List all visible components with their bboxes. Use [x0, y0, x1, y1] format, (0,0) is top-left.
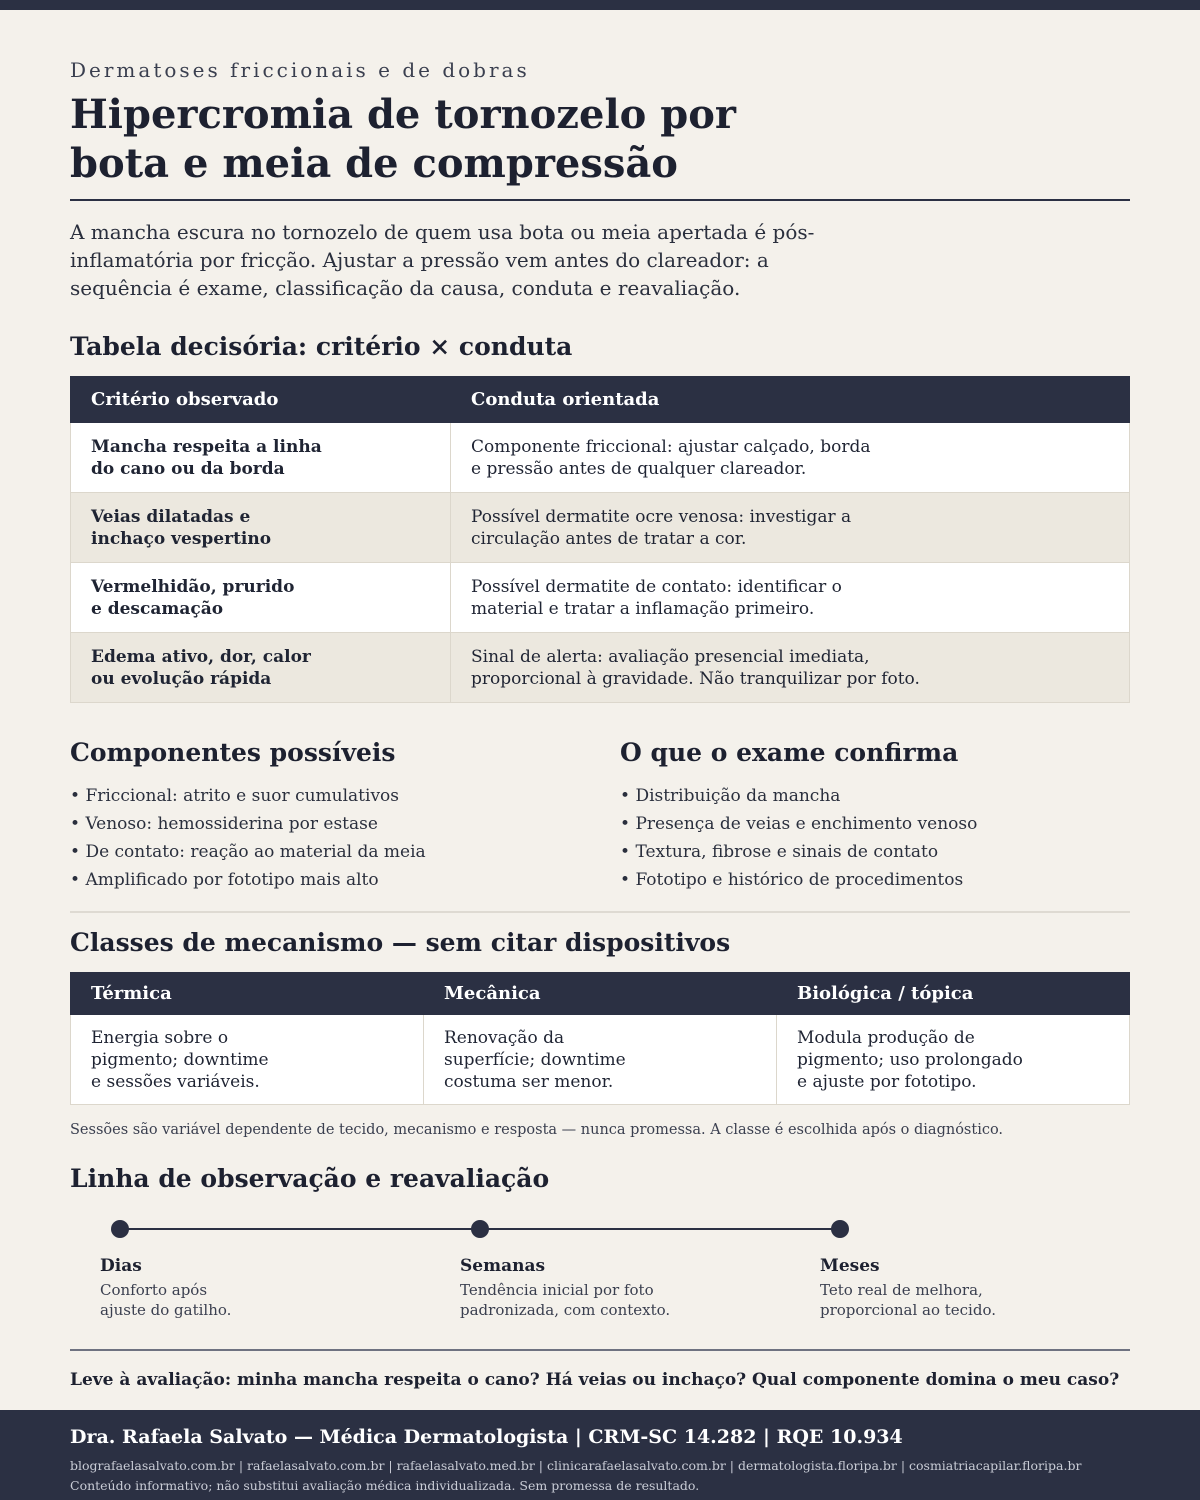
column-header-mechanical: Mecânica [424, 973, 777, 1015]
doctor-credentials: Dra. Rafaela Salvato — Médica Dermatologista | CRM-SC 14.282 | RQE 10.934 [70, 1426, 903, 1448]
action-cell [451, 563, 1130, 633]
mechanism-cell [777, 1015, 1130, 1105]
top-accent-bar [0, 0, 1200, 10]
action-text: Sinal de alerta: avaliação presencial imediata, proporcional à gravidade. Não tranquilizar por foto. [471, 646, 920, 689]
page-title: Hipercromia de tornozelo por bota e meia de compressão [70, 91, 736, 187]
category-eyebrow: Dermatoses friccionais e de dobras [70, 58, 530, 82]
criterion-cell [71, 423, 451, 493]
mechanism-cell [71, 1015, 424, 1105]
mechanism-text: Energia sobre o pigmento; downtime e sessões variáveis. [91, 1027, 269, 1092]
evaluation-prompt: Leve à avaliação: minha mancha respeita o cano? Há veias ou inchaço? Qual componente domina o meu caso? [70, 1370, 1120, 1390]
criterion-cell [71, 563, 451, 633]
mechanism-cell [424, 1015, 777, 1105]
action-text: Possível dermatite de contato: identificar o material e tratar a inflamação primeiro. [471, 576, 842, 619]
components-list [70, 782, 590, 894]
exam-list [620, 782, 1140, 894]
timeline-step [100, 1256, 380, 1320]
criterion-cell [71, 493, 451, 563]
list-item: • Amplificado por fototipo mais alto [70, 866, 590, 894]
section-divider [70, 911, 1130, 913]
timeline-dot [111, 1220, 129, 1238]
timeline-step-desc-text: Tendência inicial por foto padronizada, com contexto. [460, 1281, 671, 1319]
decision-table-heading: Tabela decisória: critério × conduta [70, 332, 573, 361]
timeline-step-title: Meses [820, 1256, 880, 1276]
decision-table [70, 376, 1130, 703]
mechanisms-heading: Classes de mecanismo — sem citar dispositivos [70, 928, 731, 957]
timeline-step [820, 1256, 1100, 1320]
title-divider [70, 199, 1130, 201]
list-item: • Distribuição da mancha [620, 782, 1140, 810]
list-item: • Fototipo e histórico de procedimentos [620, 866, 1140, 894]
criterion-text: Veias dilatadas e inchaço vespertino [91, 506, 272, 549]
timeline-heading: Linha de observação e reavaliação [70, 1164, 550, 1193]
exam-column [620, 738, 1140, 894]
timeline-step-desc-text: Conforto após ajuste do gatilho. [100, 1281, 232, 1319]
action-cell [451, 423, 1130, 493]
timeline-step-title: Dias [100, 1256, 142, 1276]
table-row [71, 633, 1130, 703]
intro-paragraph: A mancha escura no tornozelo de quem usa bota ou meia apertada é pós-inflamatória por fricção. Ajustar a pressão vem antes do clareador: a sequência é exame, classificação da causa, conduta e reavaliação. [70, 220, 815, 300]
criterion-text: Vermelhidão, prurido e descamação [91, 576, 295, 619]
list-item: • Friccional: atrito e suor cumulativos [70, 782, 590, 810]
criterion-cell [71, 633, 451, 703]
sessions-note: Sessões são variável dependente de tecido, mecanismo e resposta — nunca promessa. A classe é escolhida após o diagnóstico. [70, 1122, 1004, 1138]
action-text: Componente friccional: ajustar calçado, borda e pressão antes de qualquer clareador. [471, 436, 871, 479]
timeline-step-title: Semanas [460, 1256, 546, 1276]
components-column [70, 738, 590, 894]
exam-heading: O que o exame confirma [620, 738, 959, 767]
column-header-biological: Biológica / tópica [777, 973, 1130, 1015]
action-text: Possível dermatite ocre venosa: investigar a circulação antes de tratar a cor. [471, 506, 852, 549]
mechanism-text: Renovação da superfície; downtime costuma ser menor. [444, 1027, 626, 1092]
components-heading: Componentes possíveis [70, 738, 396, 767]
website-links: blografaelasalvato.com.br | rafaelasalvato.com.br | rafaelasalvato.med.br | clinicarafaelasalvato.com.br | dermatologista.floripa.br | cosmiatriacapilar.floripa.br [70, 1458, 1082, 1473]
cta-divider [70, 1349, 1130, 1351]
footer [0, 1410, 1200, 1500]
criterion-text: Mancha respeita a linha do cano ou da borda [91, 436, 322, 479]
disclaimer: Conteúdo informativo; não substitui avaliação médica individualizada. Sem promessa de resultado. [70, 1478, 700, 1493]
table-row [71, 493, 1130, 563]
timeline-step [460, 1256, 740, 1320]
mechanisms-table [70, 972, 1130, 1105]
list-item: • Presença de veias e enchimento venoso [620, 810, 1140, 838]
mechanism-text: Modula produção de pigmento; uso prolongado e ajuste por fototipo. [797, 1027, 1023, 1092]
list-item: • Textura, fibrose e sinais de contato [620, 838, 1140, 866]
timeline-step-desc [820, 1280, 1100, 1320]
list-item: • Venoso: hemossiderina por estase [70, 810, 590, 838]
table-row [71, 1015, 1130, 1105]
action-cell [451, 633, 1130, 703]
timeline-step-desc [100, 1280, 380, 1320]
timeline-dot [831, 1220, 849, 1238]
column-header-action: Conduta orientada [451, 377, 1130, 423]
table-row [71, 563, 1130, 633]
timeline-dot [471, 1220, 489, 1238]
column-header-thermal: Térmica [71, 973, 424, 1015]
timeline-step-desc-text: Teto real de melhora, proporcional ao tecido. [820, 1281, 996, 1319]
column-header-criterion: Critério observado [71, 377, 451, 423]
criterion-text: Edema ativo, dor, calor ou evolução rápida [91, 646, 311, 689]
mechanisms-header-row [71, 973, 1130, 1015]
list-item: • De contato: reação ao material da meia [70, 838, 590, 866]
table-row [71, 423, 1130, 493]
timeline-step-desc [460, 1280, 740, 1320]
action-cell [451, 493, 1130, 563]
decision-table-header-row [71, 377, 1130, 423]
